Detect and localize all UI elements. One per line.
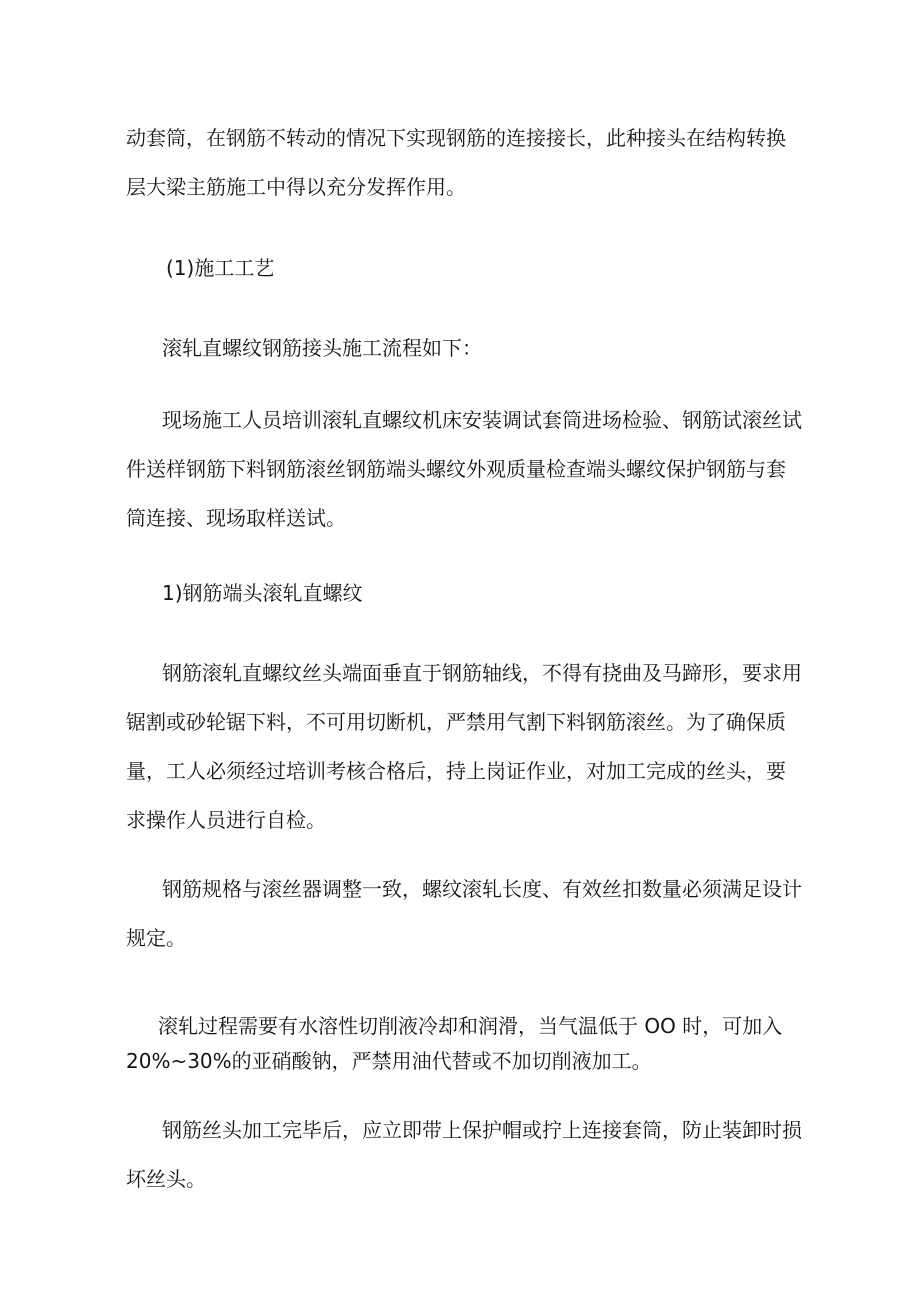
paragraph-1-line-2: 层大梁主筋施工中得以充分发挥作用。 — [126, 175, 466, 199]
paragraph-3-line-2: 件送样钢筋下料钢筋滚丝钢筋端头螺纹外观质量检查端头螺纹保护钢筋与套 — [126, 457, 786, 481]
paragraph-2: 滚轧直螺纹钢筋接头施工流程如下： — [162, 336, 482, 360]
paragraph-3-line-3: 筒连接、现场取样送试。 — [126, 506, 346, 530]
paragraph-6-line-2: 20%~30%的亚硝酸钠，严禁用油代替或不加切削液加工。 — [126, 1049, 652, 1073]
paragraph-1-line-1: 动套筒，在钢筋不转动的情况下实现钢筋的连接接长，此种接头在结构转换 — [126, 126, 786, 150]
paragraph-5-line-2: 规定。 — [126, 926, 186, 950]
paragraph-7-line-1: 钢筋丝头加工完毕后，应立即带上保护帽或拧上连接套筒，防止装卸时损 — [162, 1118, 802, 1142]
paragraph-5-line-1: 钢筋规格与滚丝器调整一致，螺纹滚轧长度、有效丝扣数量必须满足设计 — [162, 877, 802, 901]
paragraph-4-line-4: 求操作人员进行自检。 — [126, 808, 326, 832]
paragraph-4-line-2: 锯割或砂轮锯下料，不可用切断机，严禁用气割下料钢筋滚丝。为了确保质 — [126, 710, 786, 734]
subsection-heading-thread-rolling: 1)钢筋端头滚轧直螺纹 — [162, 581, 363, 605]
paragraph-4-line-1: 钢筋滚轧直螺纹丝头端面垂直于钢筋轴线，不得有挠曲及马蹄形，要求用 — [162, 661, 802, 685]
section-heading-construction-process: (1)施工工艺 — [166, 256, 275, 280]
paragraph-3-line-1: 现场施工人员培训滚轧直螺纹机床安装调试套筒进场检验、钢筋试滚丝试 — [162, 408, 802, 432]
paragraph-7-line-2: 坏丝头。 — [126, 1167, 206, 1191]
paragraph-4-line-3: 量，工人必须经过培训考核合格后，持上岗证作业，对加工完成的丝头，要 — [126, 759, 786, 783]
paragraph-6-line-1: 滚轧过程需要有水溶性切削液冷却和润滑，当气温低于 OO 时，可加入 — [158, 1014, 783, 1038]
